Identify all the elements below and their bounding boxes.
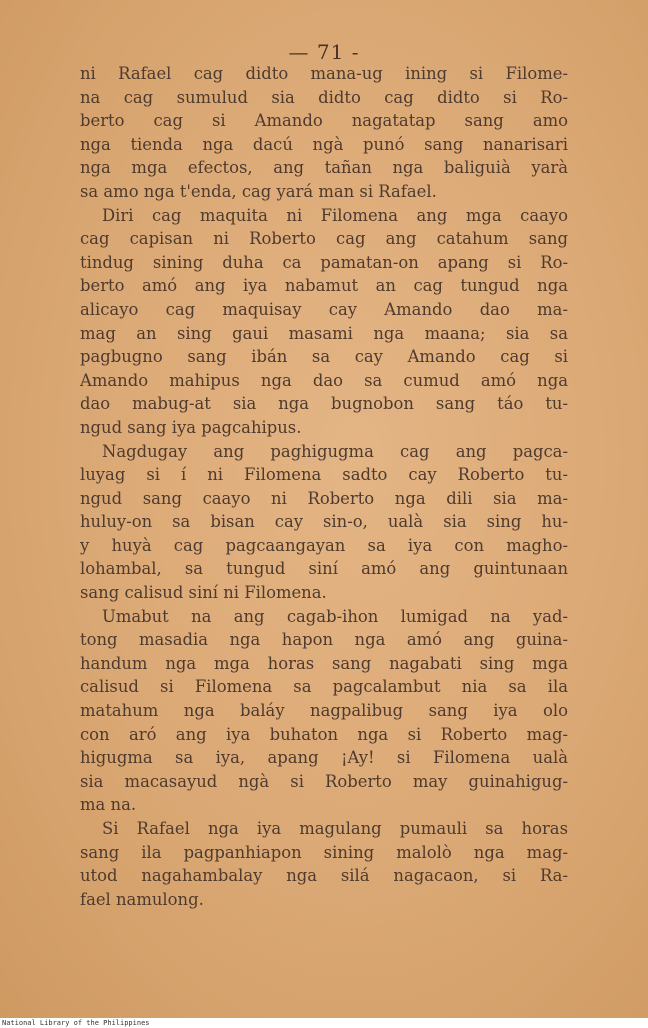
text-line: huluy-on sa bisan cay sin-o, ualà sia sing hu- — [80, 512, 568, 532]
paragraph-start-line: Umabut na ang cagab-ihon lumigad na yad- — [102, 606, 568, 626]
text-line: sa amo nga t'enda, cag yará man si Rafael. — [80, 181, 437, 201]
paragraph-start-line: Nagdugay ang paghigugma cag ang pagca- — [102, 441, 568, 461]
paragraph-start-line: Si Rafael nga iya magulang pumauli sa horas — [102, 819, 568, 838]
text-line: nga mga efectos, ang tañan nga baliguià yarà — [80, 158, 568, 178]
body-text — [80, 62, 568, 911]
text-line: higugma sa iya, apang ¡Ay! si Filomena ualà — [80, 748, 568, 768]
text-line: nga tienda nga dacú ngà punó sang nanarisari — [80, 134, 568, 154]
text-line: calisud si Filomena sa pagcalambut nia sa ila — [80, 677, 568, 697]
text-line: mag an sing gaui masami nga maana; sia sa — [80, 323, 568, 343]
text-line: matahum nga baláy nagpalibug sang iya olo — [80, 701, 568, 721]
text-line: utod nagahambalay nga silá nagacaon, si Ra- — [80, 866, 568, 886]
text-line: ngud sang iya pagcahipus. — [80, 417, 302, 437]
text-line: lohambal, sa tungud siní amó ang guintunaan — [80, 559, 568, 579]
text-line: handum nga mga horas sang nagabati sing mga — [80, 653, 568, 673]
text-line: Amando mahipus nga dao sa cumud amó nga — [80, 370, 568, 390]
text-line: cag capisan ni Roberto cag ang catahum sang — [80, 229, 568, 249]
text-line: sang calisud siní ni Filomena. — [80, 583, 327, 603]
text-line: fael namulong. — [80, 889, 204, 909]
text-line: na cag sumulud sia didto cag didto si Ro- — [80, 87, 568, 107]
text-line: y huyà cag pagcaangayan sa iya con magho- — [80, 535, 568, 555]
text-line: ni Rafael cag didto mana-ug ining si Filome- — [80, 64, 568, 83]
text-line: alicayo cag maquisay cay Amando dao ma- — [80, 299, 568, 319]
text-line: dao mabug-at sia nga bugnobon sang táo tu- — [80, 394, 568, 414]
text-line: pagbugno sang ibán sa cay Amando cag si — [80, 347, 568, 367]
text-line: ngud sang caayo ni Roberto nga dili sia ma- — [80, 488, 568, 508]
page-number: — 71 - — [288, 40, 360, 64]
text-line: sia macasayud ngà si Roberto may guinahigug- — [80, 771, 568, 791]
text-line: berto amó ang iya nabamut an cag tungud nga — [80, 276, 568, 296]
paragraph-start-line: Diri cag maquita ni Filomena ang mga caayo — [102, 205, 568, 225]
footer-credit: National Library of the Philippines — [2, 1019, 150, 1027]
text-line: berto cag si Amando nagatatap sang amo — [80, 111, 568, 131]
text-line: con aró ang iya buhaton nga si Roberto mag- — [80, 724, 568, 744]
text-line: tong masadia nga hapon nga amó ang guina- — [80, 630, 568, 650]
text-line: luyag si í ni Filomena sadto cay Roberto tu- — [80, 465, 568, 485]
text-line: sang ila pagpanhiapon sining malolò nga mag- — [80, 842, 568, 862]
text-line: ma na. — [80, 795, 137, 815]
text-line: tindug sining duha ca pamatan-on apang si Ro- — [80, 252, 568, 272]
